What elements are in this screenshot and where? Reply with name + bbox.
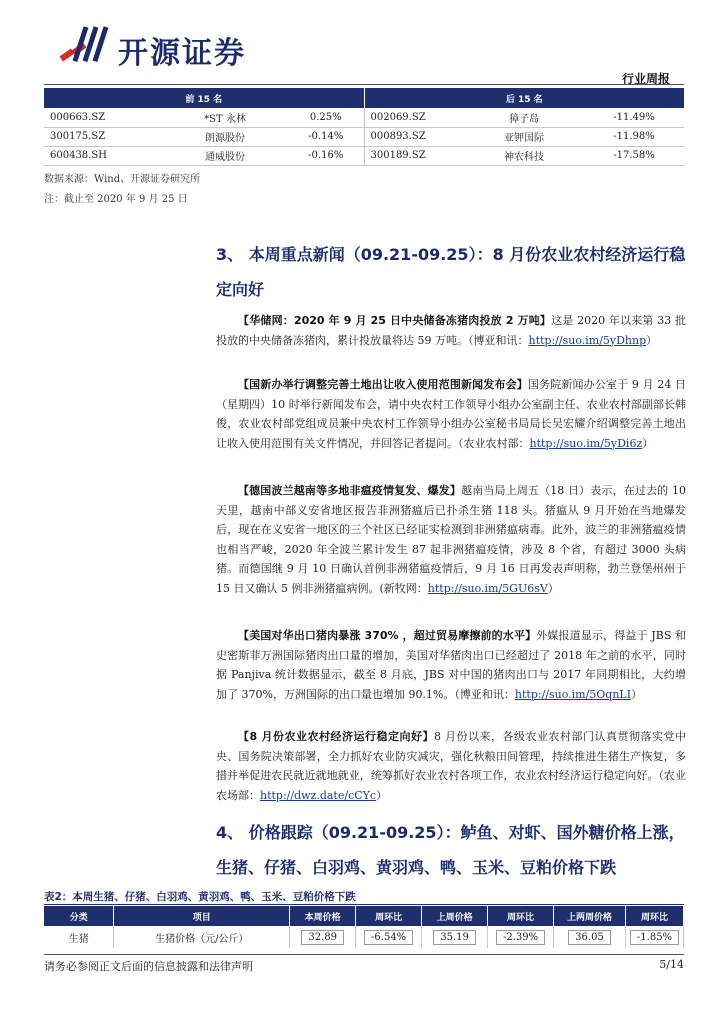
brand-name: 开源证券 (118, 36, 246, 71)
news-body: 外媒报道显示，得益于 JBS 和史密斯菲万洲国际猪肉出口量的增加，美国对华猪肉出口已经超过了 2018 年之前的水平，同时据 Panjiva 统计数据显示，截至 8 月底，JBS 对中国的猪肉出口与 2017 年同期相比，大约增加了 370%，万洲国际的出口量也增加 90.1%。（博亚和讯： (216, 629, 686, 701)
date-note: 注：截止至 2020 年 9 月 25 日 (44, 194, 188, 205)
page-number: 5/14 (659, 958, 684, 971)
wow-cell (625, 926, 683, 948)
news-link[interactable]: http://suo.im/5yDhnp (528, 333, 647, 347)
stock-change: -11.49% (584, 108, 684, 127)
kaiyuan-logo-icon (58, 22, 110, 68)
stock-code: 300189.SZ (364, 146, 464, 165)
news-body: 这是 2020 年以来第 33 批投放的中央储备冻猪肉，累计投放量将达 59 万吨。（博亚和讯： (216, 314, 686, 347)
category-cell: 生猪 (44, 926, 114, 948)
this-week-cell (290, 926, 356, 948)
news-headline: 【华储网：2020 年 9 月 25 日中央储备冻猪肉投放 2 万吨】 (238, 314, 552, 327)
section3-title-line2: 定向好 (216, 280, 265, 299)
news-tail: ） (646, 333, 658, 347)
top15-header: 前 15 名 (44, 88, 364, 108)
section4-title-line2: 生猪、仔猪、白羽鸡、黄羽鸡、鸭、玉米、豆粕价格下跌 (216, 858, 617, 877)
wow-cell (488, 926, 554, 948)
news-item (216, 626, 686, 704)
table2-title: 表2：本周生猪、仔猪、白羽鸡、黄羽鸡、鸭、玉米、豆粕价格下跌 (44, 891, 356, 903)
news-tail: ） (547, 581, 559, 595)
table-row (44, 146, 684, 165)
stock-name: 亚钾国际 (464, 127, 584, 146)
section4-title-line1: 4、 价格跟踪（09.21-09.25）：鲈鱼、对虾、国外糖价格上涨， (216, 823, 685, 842)
table-row (44, 926, 684, 948)
price-tracking-table (44, 906, 684, 948)
last-week-cell (422, 926, 488, 948)
news-tail: ） (642, 436, 654, 450)
news-headline: 【美国对华出口猪肉暴涨 370% ，超过贸易摩擦前的水平】 (238, 629, 537, 642)
table2-title-divider (44, 904, 684, 905)
wow-cell (356, 926, 422, 948)
stock-name: 通威股份 (162, 146, 288, 165)
stock-code: 300175.SZ (44, 127, 162, 146)
page-header (44, 16, 684, 86)
table-row (44, 108, 684, 127)
change-value: -2.39% (496, 930, 545, 945)
news-headline: 【8 月份农业农村经济运行稳定向好】 (238, 730, 434, 743)
change-value: -6.54% (364, 930, 413, 945)
news-body: 国务院新闻办公室于 9 月 24 日（星期四）10 时举行新闻发布会，请中央农村工作领导小组办公室副主任、农业农村部副部长韩俊，农业农村部党组成员兼中央农村工作领导小组办公室秘书局局长吴宏耀介绍调整完善土地出让收入使用范围有关文件情况，并回答记者提问。（农业农村部： (216, 378, 687, 450)
news-body: 越南当局上周五（18 日）表示，在过去的 10 天里，越南中部义安省地区报告非洲猪瘟后已扑杀生猪 118 头。猪瘟从 9 月开始在当地爆发后，现在在义安省一地区的三个社区已经证实检测到非洲猪瘟病毒。此外，波兰的非洲猪瘟疫情也相当严峻，2020 年全波兰累计发生 87 起非洲猪瘟疫情，涉及 8 个省，有超过 3000 头病猪。而德国继 9 月 10 日确认首例非洲猪瘟疫情后，9 月 16 日再发表声明称，勃兰登堡州州于 15 日又确认 5 例非洲猪瘟病例。(新牧网： (216, 484, 686, 595)
news-link[interactable]: http://suo.im/5GU6sV (427, 581, 548, 595)
bottom15-header: 后 15 名 (364, 88, 684, 108)
change-value: -1.85% (630, 930, 679, 945)
stock-change: 0.25% (288, 108, 364, 127)
price-value: 32.89 (301, 930, 344, 945)
stock-code: 002069.SZ (364, 108, 464, 127)
top-bottom-stocks-table (44, 88, 684, 166)
news-item (216, 311, 686, 350)
news-item (216, 481, 686, 598)
data-source-note: 数据来源：Wind、开源证券研究所 (44, 174, 201, 185)
stock-change: -17.58% (584, 146, 684, 165)
item-cell: 生猪价格（元/公斤） (114, 926, 290, 948)
two-weeks-ago-cell (554, 926, 626, 948)
news-headline: 【国新办举行调整完善土地出让收入使用范围新闻发布会】 (238, 378, 528, 391)
col-header-this-week: 本周价格 (290, 906, 356, 926)
news-link[interactable]: http://suo.im/5yDi6z (529, 436, 643, 450)
table-row (44, 127, 684, 146)
stock-change: -0.16% (288, 146, 364, 165)
stock-code: 000893.SZ (364, 127, 464, 146)
news-item (216, 375, 686, 453)
news-tail: ） (631, 687, 643, 701)
stock-name: 獐子岛 (464, 108, 584, 127)
col-header-category: 分类 (44, 906, 114, 926)
news-item (216, 727, 686, 805)
section3-title-line1: 3、 本周重点新闻（09.21-09.25）：8 月份农业农村经济运行稳 (216, 245, 686, 264)
col-header-two-weeks-ago: 上两周价格 (554, 906, 626, 926)
col-header-item: 项目 (114, 906, 290, 926)
col-header-wow: 周环比 (625, 906, 683, 926)
col-header-wow: 周环比 (356, 906, 422, 926)
col-header-wow: 周环比 (488, 906, 554, 926)
stock-name: *ST 永林 (162, 108, 288, 127)
stock-code: 600438.SH (44, 146, 162, 165)
footer-disclaimer: 请务必参阅正文后面的信息披露和法律声明 (44, 960, 253, 973)
stock-name: 神农科技 (464, 146, 584, 165)
price-value: 36.05 (568, 930, 611, 945)
news-link[interactable]: http://suo.im/5OqnLI (514, 687, 632, 701)
col-header-last-week: 上周价格 (422, 906, 488, 926)
stock-change: -11.98% (584, 127, 684, 146)
news-body: 8 月份以来，各级农业农村部门认真贯彻落实党中央、国务院决策部署，全力抓好农业防灾减灾，强化秋粮田间管理，持续推进生猪生产恢复，多措并举促进农民就近就地就业，统筹抓好农业农村各项工作，农业农村经济运行稳定向好。（农业农场部： (216, 730, 687, 802)
stock-name: 朗源股份 (162, 127, 288, 146)
document-type: 行业周报 (621, 72, 670, 86)
header-divider (44, 84, 684, 85)
news-headline: 【德国波兰越南等多地非瘟疫情复发、爆发】 (238, 484, 462, 497)
stock-change: -0.14% (288, 127, 364, 146)
news-link[interactable]: http://dwz.date/cCYc (260, 788, 377, 802)
news-tail: ） (376, 788, 388, 802)
price-value: 35.19 (433, 930, 476, 945)
stock-code: 000663.SZ (44, 108, 162, 127)
footer-divider (44, 954, 684, 955)
